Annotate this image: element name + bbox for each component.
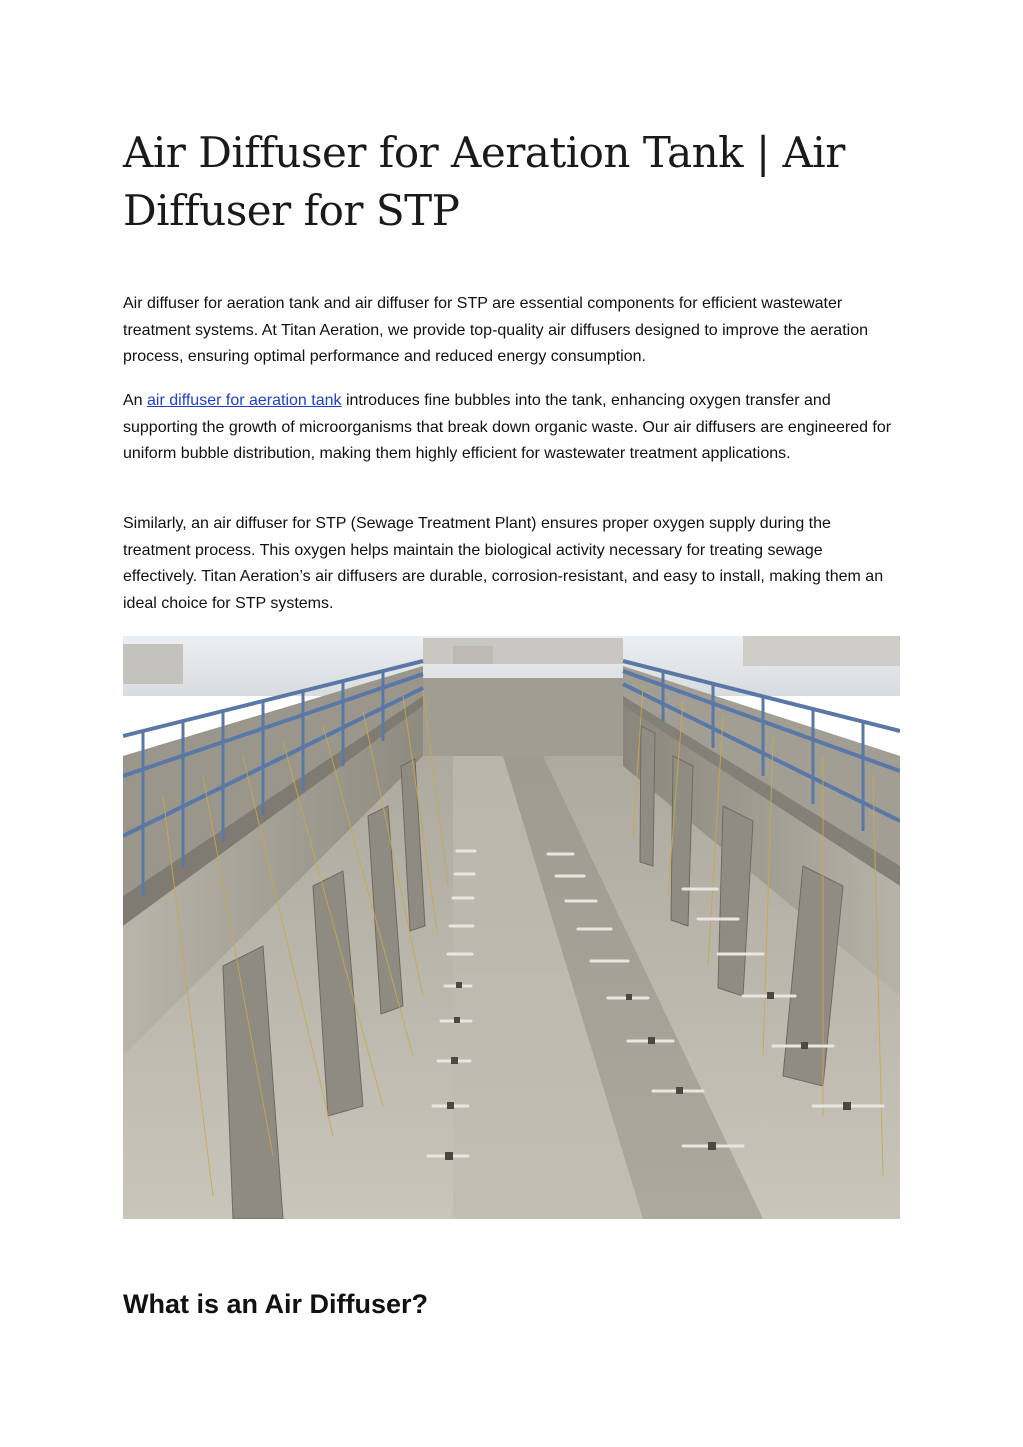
- section-heading: What is an Air Diffuser?: [123, 1289, 429, 1319]
- stp-paragraph: Similarly, an air diffuser for STP (Sewage Treatment Plant) ensures proper oxygen supply during the treatment process. This oxygen helps maintain the biological activity necessary for treating sewage effectively. Titan Aeration’s air diffusers are durable, corrosion-resistant, and easy to install, making them an ideal choice for STP systems.: [123, 515, 884, 612]
- paragraph-prefix: An: [123, 392, 148, 409]
- aeration-tank-paragraph: [123, 388, 900, 468]
- paragraph-rest: introduces fine bubbles into the tank, enhancing oxygen transfer and supporting the growth of microorganisms that break down organic waste. Our air diffusers are engineered for uniform bubble distribution, making them highly efficient for wastewater treatment applications.: [123, 392, 892, 462]
- aeration-tank-photo: [123, 636, 900, 1219]
- page-title: Air Diffuser for Aeration Tank | Air Diffuser for STP: [123, 128, 845, 235]
- aeration-tank-link[interactable]: air diffuser for aeration tank: [147, 392, 342, 409]
- intro-paragraph: Air diffuser for aeration tank and air diffuser for STP are essential components for efficient wastewater treatment systems. At Titan Aeration, we provide top-quality air diffusers designed to improve the aeration process, ensuring optimal performance and reduced energy consumption.: [123, 295, 868, 365]
